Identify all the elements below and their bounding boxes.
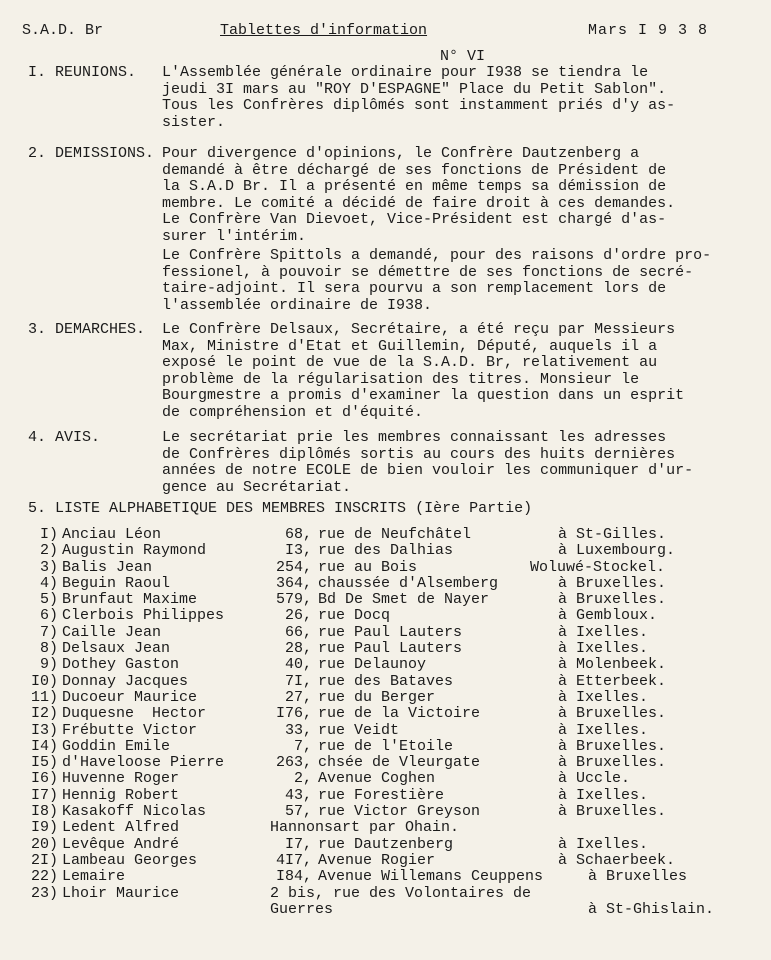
member-city: à Ixelles. — [558, 835, 649, 853]
member-street: rue du Berger — [318, 688, 436, 706]
member-house-number: 254, — [275, 558, 312, 576]
member-name: d'Haveloose Pierre — [62, 754, 225, 772]
section-text: Le Confrère Spittols a demandé, pour des raisons d'ordre pro- fessionel, à pouvoir se démettre de ses fonctions de secré- taire-adjoint. Il sera pourvu a son remplacement lors de l'assemblée ordinaire de I938. — [162, 247, 712, 314]
member-name: Lhoir Maurice — [62, 884, 180, 902]
member-city: à Ixelles. — [558, 786, 649, 804]
member-row — [0, 641, 771, 657]
member-number: 4) — [39, 574, 58, 592]
member-city: à Uccle. — [558, 770, 631, 788]
member-city: à Ixelles. — [558, 623, 649, 641]
member-name: Ledent Alfred — [62, 819, 180, 837]
member-street: rue Dautzenberg — [318, 835, 454, 853]
member-house-number: 28, — [284, 640, 312, 658]
member-number: I6) — [30, 770, 58, 788]
member-name: Beguin Raoul — [62, 574, 171, 592]
member-house-number: I3, — [284, 542, 312, 560]
member-city: à St-Gilles. — [558, 526, 667, 543]
member-house-number: 68, — [284, 526, 312, 543]
member-street: rue Forestière — [318, 786, 445, 804]
member-house-number: I76, — [275, 705, 312, 723]
member-street: Hannonsart par Ohain. — [270, 819, 460, 837]
member-street: rue de la Victoire — [318, 705, 481, 723]
member-row — [0, 869, 771, 885]
member-number: I9) — [30, 819, 58, 837]
member-street: rue Paul Lauters — [318, 640, 463, 658]
member-row — [0, 625, 771, 641]
member-name: Duquesne Hector — [62, 705, 207, 723]
member-number: I0) — [30, 672, 58, 690]
member-number: 5) — [39, 591, 58, 609]
member-name: Dothey Gaston — [62, 656, 180, 674]
member-row — [0, 560, 771, 576]
member-number: I3) — [30, 721, 58, 739]
member-house-number: 27, — [284, 688, 312, 706]
member-city: à Ixelles. — [558, 721, 649, 739]
member-row — [0, 543, 771, 559]
member-row — [0, 853, 771, 869]
member-name: Caille Jean — [62, 623, 162, 641]
member-row — [0, 739, 771, 755]
member-row — [0, 755, 771, 771]
member-house-number: 364, — [275, 574, 312, 592]
section-label: 2. DEMISSIONS. — [28, 145, 155, 162]
member-house-number: 26, — [284, 607, 312, 625]
member-row — [0, 723, 771, 739]
member-name: Delsaux Jean — [62, 640, 171, 658]
member-number: I2) — [30, 705, 58, 723]
member-row — [0, 771, 771, 787]
document-title: Tablettes d'information — [220, 22, 428, 39]
member-number: 8) — [39, 640, 58, 658]
member-number: 9) — [39, 656, 58, 674]
member-number: 6) — [39, 607, 58, 625]
member-house-number: 263, — [275, 754, 312, 772]
member-city: à Gembloux. — [558, 607, 658, 625]
member-city: à Bruxelles. — [558, 737, 667, 755]
member-city: à Bruxelles. — [558, 574, 667, 592]
member-name: Lemaire — [62, 868, 126, 886]
member-city: à Bruxelles. — [558, 591, 667, 609]
member-row — [0, 837, 771, 853]
member-number: I8) — [30, 803, 58, 821]
member-name: Donnay Jacques — [62, 672, 189, 690]
issue-number: N° VI — [440, 48, 486, 65]
member-row — [0, 576, 771, 592]
member-street: rue Docq — [318, 607, 391, 625]
section-text: Le secrétariat prie les membres connaissant les adresses de Confrères diplômés sortis au cours des huits dernières années de notre ECOLE de bien vouloir les communiquer d'ur- gence au Secrétariat. — [162, 429, 694, 496]
member-house-number: 4I7, — [275, 851, 312, 869]
member-number: 2) — [39, 542, 58, 560]
member-city: à Bruxelles. — [558, 803, 667, 821]
member-row — [0, 706, 771, 722]
section-label: 3. DEMARCHES. — [28, 321, 146, 338]
member-house-number: 43, — [284, 786, 312, 804]
member-name: Clerbois Philippes — [62, 607, 225, 625]
member-street: chaussée d'Alsemberg — [318, 574, 499, 592]
member-row — [0, 690, 771, 706]
member-house-number: I84, — [275, 868, 312, 886]
header-org: S.A.D. Br — [22, 22, 104, 39]
member-row — [0, 527, 771, 543]
member-name: Goddin Emile — [62, 737, 171, 755]
member-street: rue de Neufchâtel — [318, 526, 472, 543]
member-name: Lambeau Georges — [62, 851, 198, 869]
member-street: rue de l'Etoile — [318, 737, 454, 755]
member-row — [0, 592, 771, 608]
member-name: Augustin Raymond — [62, 542, 207, 560]
member-number: 11) — [30, 688, 58, 706]
member-list-title: 5. LISTE ALPHABETIQUE DES MEMBRES INSCRITS (Ière Partie) — [28, 500, 533, 517]
section-label: 4. AVIS. — [28, 429, 101, 446]
member-house-number: 2, — [293, 770, 312, 788]
member-city: à Ixelles. — [558, 640, 649, 658]
member-street: Avenue Coghen — [318, 770, 436, 788]
member-name: Balis Jean — [62, 558, 153, 576]
member-street: Avenue Willemans Ceuppens — [318, 868, 544, 886]
section-text: Pour divergence d'opinions, le Confrère Dautzenberg a demandé à être déchargé de ses fonctions de Président de la S.A.D Br. Il a présenté en même temps sa démission de membre. Le comité a décidé de faire droit à ces demandes. Le Confrère Van Dievoet, Vice-Président est chargé d'as- surer l'intérim. — [162, 145, 676, 245]
member-city: à St-Ghislain. — [588, 900, 715, 918]
member-house-number: 579, — [275, 591, 312, 609]
member-street: Avenue Rogier — [318, 851, 436, 869]
member-name: Kasakoff Nicolas — [62, 803, 207, 821]
member-number: 20) — [30, 835, 58, 853]
section-text: L'Assemblée générale ordinaire pour I938 se tiendra le jeudi 3I mars au "ROY D'ESPAGNE" Place du Petit Sablon". Tous les Confrères diplômés sont instamment priés d'y as- sister. — [162, 64, 676, 131]
member-street: rue des Bataves — [318, 672, 454, 690]
member-house-number: I7, — [284, 835, 312, 853]
member-row — [0, 608, 771, 624]
member-city: à Molenbeek. — [558, 656, 667, 674]
member-number: 22) — [30, 868, 58, 886]
member-city: Woluwé-Stockel. — [530, 558, 666, 576]
member-street: rue Veidt — [318, 721, 400, 739]
member-street: rue Paul Lauters — [318, 623, 463, 641]
member-city: à Luxembourg. — [558, 542, 676, 560]
member-name: Huvenne Roger — [62, 770, 180, 788]
member-number: I5) — [30, 754, 58, 772]
member-house-number: 7I, — [284, 672, 312, 690]
member-number: I7) — [30, 786, 58, 804]
member-street: rue Delaunoy — [318, 656, 427, 674]
member-row — [0, 804, 771, 820]
member-list — [0, 527, 771, 919]
member-city: à Bruxelles — [588, 868, 688, 886]
member-house-number: 40, — [284, 656, 312, 674]
member-number: 23) — [30, 884, 58, 902]
member-row — [0, 674, 771, 690]
member-row — [0, 657, 771, 673]
member-street: rue au Bois — [318, 558, 418, 576]
member-name: Levêque André — [62, 835, 180, 853]
member-number: I4) — [30, 737, 58, 755]
member-city: à Bruxelles. — [558, 705, 667, 723]
member-name: Brunfaut Maxime — [62, 591, 198, 609]
member-house-number: 33, — [284, 721, 312, 739]
header-date: Mars I 9 3 8 — [588, 22, 709, 39]
member-house-number: 57, — [284, 803, 312, 821]
member-street: 2 bis, rue des Volontaires de Guerres — [270, 884, 532, 918]
member-city: à Ixelles. — [558, 688, 649, 706]
member-name: Anciau Léon — [62, 526, 162, 543]
member-row — [0, 886, 771, 919]
member-city: à Bruxelles. — [558, 754, 667, 772]
member-name: Frébutte Victor — [62, 721, 198, 739]
section-text: Le Confrère Delsaux, Secrétaire, a été reçu par Messieurs Max, Ministre d'Etat et Guillemin, Député, auquels il a exposé le point de vue de la S.A.D. Br, relativement au problème de la régularisation des titres. Monsieur le Bourgmestre a promis d'examiner la question dans un esprit de compréhension et d'équité. — [162, 321, 685, 421]
member-city: à Etterbeek. — [558, 672, 667, 690]
member-street: rue Victor Greyson — [318, 803, 481, 821]
member-city: à Schaerbeek. — [558, 851, 676, 869]
member-house-number: 66, — [284, 623, 312, 641]
member-street: rue des Dalhias — [318, 542, 454, 560]
member-name: Ducoeur Maurice — [62, 688, 198, 706]
member-street: chsée de Vleurgate — [318, 754, 481, 772]
member-house-number: 7, — [293, 737, 312, 755]
member-number: 3) — [39, 558, 58, 576]
section-label: I. REUNIONS. — [28, 64, 137, 81]
member-name: Hennig Robert — [62, 786, 180, 804]
member-number: 7) — [39, 623, 58, 641]
member-row — [0, 820, 771, 836]
member-number: I) — [39, 526, 58, 543]
member-row — [0, 788, 771, 804]
member-number: 2I) — [30, 851, 58, 869]
member-street: Bd De Smet de Nayer — [318, 591, 490, 609]
